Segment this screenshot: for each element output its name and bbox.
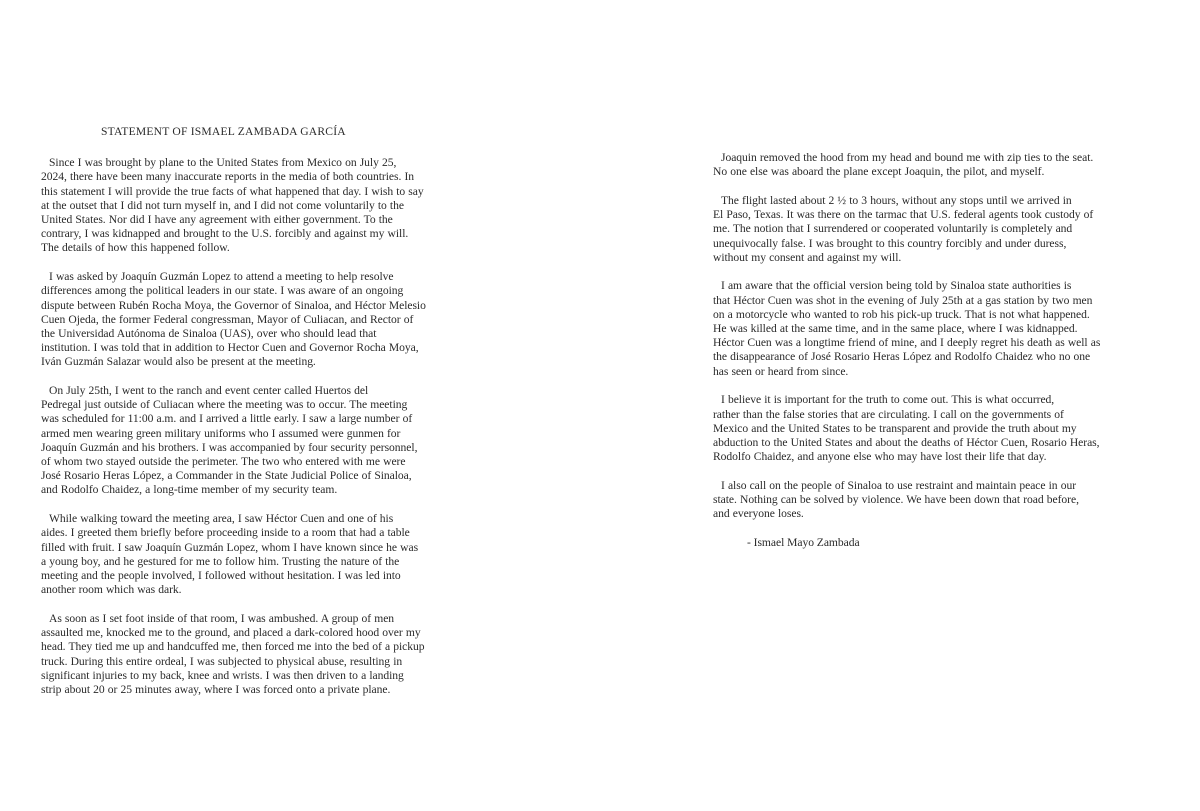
paragraph-line: filled with fruit. I saw Joaquín Guzmán Lopez, whom I have known since he was (41, 540, 419, 554)
paragraph-line: and Rodolfo Chaidez, a long-time member of my security team. (41, 483, 338, 497)
paragraph-line: armed men wearing green military uniforms who I assumed were gunmen for (41, 426, 401, 440)
left-column (41, 125, 431, 712)
paragraph-line: at the outset that I did not turn myself in, and I did not come voluntarily to the (41, 198, 404, 212)
paragraph-line: contrary, I was kidnapped and brought to the U.S. forcibly and against my will. (41, 227, 409, 241)
paragraph-line: 2024, there have been many inaccurate reports in the media of both countries. In (41, 170, 415, 184)
paragraph-line: rather than the false stories that are circulating. I call on the governments of (713, 407, 1064, 421)
paragraph-line: of whom two stayed outside the perimeter. The two who entered with me were (41, 455, 406, 469)
document-title: STATEMENT OF ISMAEL ZAMBADA GARCÍA (101, 125, 346, 138)
paragraph-line: Mexico and the United States to be transparent and provide the truth about my (713, 421, 1077, 435)
paragraph (41, 512, 431, 597)
paragraph (41, 270, 431, 369)
paragraph-line: Iván Guzmán Salazar would also be present at the meeting. (41, 355, 316, 369)
left-paragraphs (41, 156, 431, 697)
paragraph-line: a young boy, and he gestured for me to follow him. Trusting the nature of the (41, 554, 400, 568)
paragraph-line: state. Nothing can be solved by violence. We have been down that road before, (713, 493, 1079, 507)
paragraph-line: meeting and the people involved, I followed without hesitation. I was led into (41, 568, 401, 582)
paragraph-line: significant injuries to my back, knee and wrists. I was then driven to a landing (41, 668, 404, 682)
paragraph-line: was scheduled for 11:00 a.m. and I arrived a little early. I saw a large number of (41, 412, 413, 426)
paragraph-line: Rodolfo Chaidez, and anyone else who may have lost their life that day. (713, 450, 1047, 464)
paragraph-line: As soon as I set foot inside of that room, I was ambushed. A group of men (49, 611, 395, 625)
paragraph-line: another room which was dark. (41, 583, 182, 597)
paragraph-line: and everyone loses. (713, 507, 804, 521)
paragraph-line: differences among the political leaders in our state. I was aware of an ongoing (41, 284, 404, 298)
paragraph (713, 479, 1108, 522)
paragraph-line: Cuen Ojeda, the former Federal congressman, Mayor of Culiacan, and Rector of (41, 312, 414, 326)
paragraph-line: the Universidad Autónoma de Sinaloa (UAS), over who should lead that (41, 326, 377, 340)
paragraph-line: abduction to the United States and about the deaths of Héctor Cuen, Rosario Heras, (713, 435, 1100, 449)
paragraph-line: the disappearance of José Rosario Heras López and Rodolfo Chaidez who no one (713, 350, 1091, 364)
paragraph-line: Joaquín Guzmán and his brothers. I was accompanied by four security personnel, (41, 440, 418, 454)
paragraph (713, 393, 1108, 464)
paragraph-line: on a motorcycle who wanted to rob his pick-up truck. That is not what happened. (713, 307, 1090, 321)
paragraph-line: unequivocally false. I was brought to this country forcibly and under duress, (713, 236, 1067, 250)
paragraph (41, 156, 431, 255)
paragraph-line: The flight lasted about 2 ½ to 3 hours, without any stops until we arrived in (721, 193, 1072, 207)
paragraph-line: this statement I will provide the true facts of what happened that day. I wish to say (41, 184, 424, 198)
paragraph-line: I believe it is important for the truth to come out. This is what occurred, (721, 393, 1055, 407)
signature: - Ismael Mayo Zambada (747, 535, 860, 549)
paragraph (41, 612, 431, 697)
paragraph-line: José Rosario Heras López, a Commander in the State Judicial Police of Sinaloa, (41, 469, 412, 483)
paragraph (713, 194, 1108, 265)
right-column (713, 151, 1108, 550)
paragraph-line: While walking toward the meeting area, I saw Héctor Cuen and one of his (49, 512, 394, 526)
paragraph-line: I am aware that the official version being told by Sinaloa state authorities is (721, 279, 1072, 293)
paragraph-line: dispute between Rubén Rocha Moya, the Governor of Sinaloa, and Héctor Melesio (41, 298, 426, 312)
paragraph-line: aides. I greeted them briefly before proceeding inside to a room that had a table (41, 526, 410, 540)
paragraph-line: I also call on the people of Sinaloa to use restraint and maintain peace in our (721, 478, 1077, 492)
paragraph-line: that Héctor Cuen was shot in the evening of July 25th at a gas station by two men (713, 293, 1093, 307)
paragraph-line: I was asked by Joaquín Guzmán Lopez to attend a meeting to help resolve (49, 270, 394, 284)
paragraph-line: strip about 20 or 25 minutes away, where I was forced onto a private plane. (41, 682, 391, 696)
paragraph-line: head. They tied me up and handcuffed me, then forced me into the bed of a pickup (41, 640, 425, 654)
paragraph-line: United States. Nor did I have any agreement with either government. To the (41, 213, 393, 227)
paragraph-line: He was killed at the same time, and in the same place, where I was kidnapped. (713, 322, 1078, 336)
paragraph-line: truck. During this entire ordeal, I was subjected to physical abuse, resulting in (41, 654, 403, 668)
paragraph-line: institution. I was told that in addition to Hector Cuen and Governor Rocha Moya, (41, 341, 419, 355)
paragraph (713, 151, 1108, 179)
paragraph-line: Joaquin removed the hood from my head and bound me with zip ties to the seat. (721, 151, 1094, 164)
paragraph-line: assaulted me, knocked me to the ground, and placed a dark-colored hood over my (41, 626, 421, 640)
paragraph-line: No one else was aboard the plane except Joaquin, the pilot, and myself. (713, 165, 1045, 179)
paragraph-line: Since I was brought by plane to the United States from Mexico on July 25, (49, 156, 397, 170)
paragraph-line: Héctor Cuen was a longtime friend of mine, and I deeply regret his death as well as (713, 336, 1101, 350)
paragraph-line: has seen or heard from since. (713, 364, 849, 378)
document-page-right (600, 0, 1200, 811)
paragraph-line: me. The notion that I surrendered or cooperated voluntarily is completely and (713, 222, 1073, 236)
paragraph-line: The details of how this happened follow. (41, 241, 230, 255)
paragraph-line: Pedregal just outside of Culiacan where the meeting was to occur. The meeting (41, 398, 408, 412)
right-paragraphs (713, 151, 1108, 521)
paragraph-line: El Paso, Texas. It was there on the tarmac that U.S. federal agents took custody of (713, 208, 1094, 222)
paragraph-line: without my consent and against my will. (713, 250, 902, 264)
paragraph (41, 384, 431, 498)
paragraph (713, 279, 1108, 378)
paragraph-line: On July 25th, I went to the ranch and event center called Huertos del (49, 384, 369, 398)
